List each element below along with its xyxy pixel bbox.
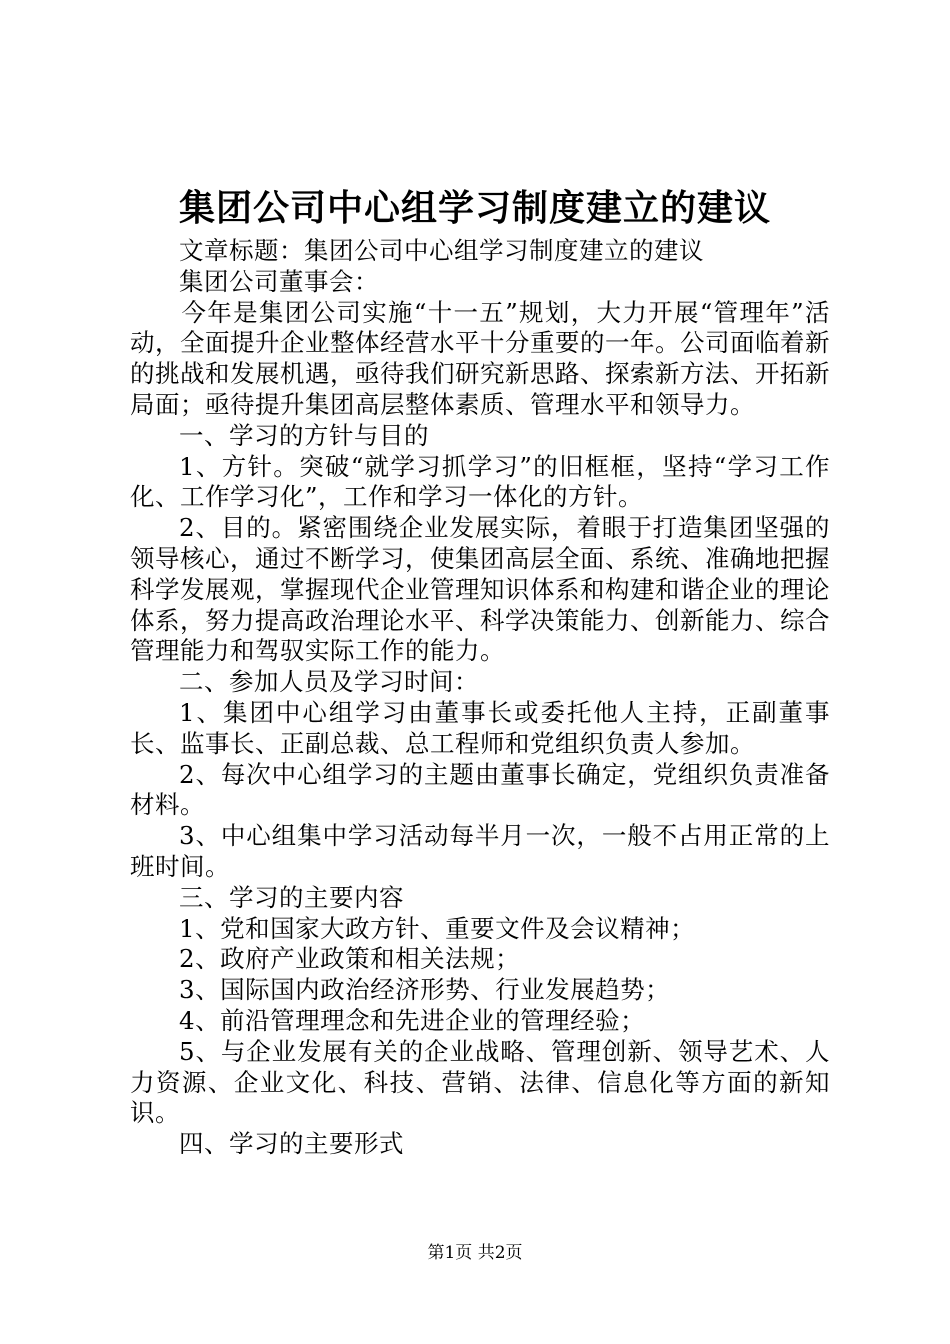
- content-item-2: 2、政府产业政策和相关法规；: [179, 944, 521, 974]
- paragraph-purpose: 2、目的。紧密围绕企业发展实际，着眼于打造集团坚强的领导核心，通过不断学习，使集团高层全面、系统、准确地把握科学发展观，掌握现代企业管理知识体系和构建和谐企业的理论体系，努力提高政治理论水平、科学决策能力、创新能力、综合管理能力和驾驭实际工作的能力。: [130, 513, 830, 666]
- content-item-3: 3、国际国内政治经济形势、行业发展趋势；: [179, 975, 671, 1005]
- content-item-5: 5、与企业发展有关的企业战略、管理创新、领导艺术、人力资源、企业文化、科技、营销、法律、信息化等方面的新知识。: [130, 1036, 830, 1128]
- document-title: 集团公司中心组学习制度建立的建议: [178, 187, 771, 229]
- paragraph-topic: 2、每次中心组学习的主题由董事长确定，党组织负责准备材料。: [130, 759, 830, 820]
- paragraph-participants: 1、集团中心组学习由董事长或委托他人主持，正副董事长、监事长、正副总裁、总工程师和党组织负责人参加。: [130, 697, 830, 758]
- section-heading-2: 二、参加人员及学习时间：: [179, 667, 479, 697]
- section-heading-4: 四、学习的主要形式: [179, 1129, 404, 1159]
- section-heading-3: 三、学习的主要内容: [179, 882, 404, 912]
- page-indicator: 第1页 共2页: [427, 1243, 523, 1263]
- paragraph-policy: 1、方针。突破“就学习抓学习”的旧框框，坚持“学习工作化、工作学习化”，工作和学习一体化的方针。: [130, 451, 830, 512]
- content-item-1: 1、党和国家大政方针、重要文件及会议精神；: [179, 913, 696, 943]
- article-heading-line: 文章标题：集团公司中心组学习制度建立的建议: [179, 236, 704, 265]
- salutation: 集团公司董事会：: [179, 266, 379, 296]
- document-body: [130, 236, 830, 1160]
- intro-paragraph: 今年是集团公司实施“十一五”规划，大力开展“管理年”活动，全面提升企业整体经营水平十分重要的一年。公司面临着新的挑战和发展机遇，亟待我们研究新思路、探索新方法、开拓新局面；亟待提升集团高层整体素质、管理水平和领导力。: [130, 297, 830, 419]
- paragraph-frequency: 3、中心组集中学习活动每半月一次，一般不占用正常的上班时间。: [130, 821, 830, 881]
- content-item-4: 4、前沿管理理念和先进企业的管理经验；: [179, 1005, 646, 1035]
- section-heading-1: 一、学习的方针与目的: [179, 420, 429, 450]
